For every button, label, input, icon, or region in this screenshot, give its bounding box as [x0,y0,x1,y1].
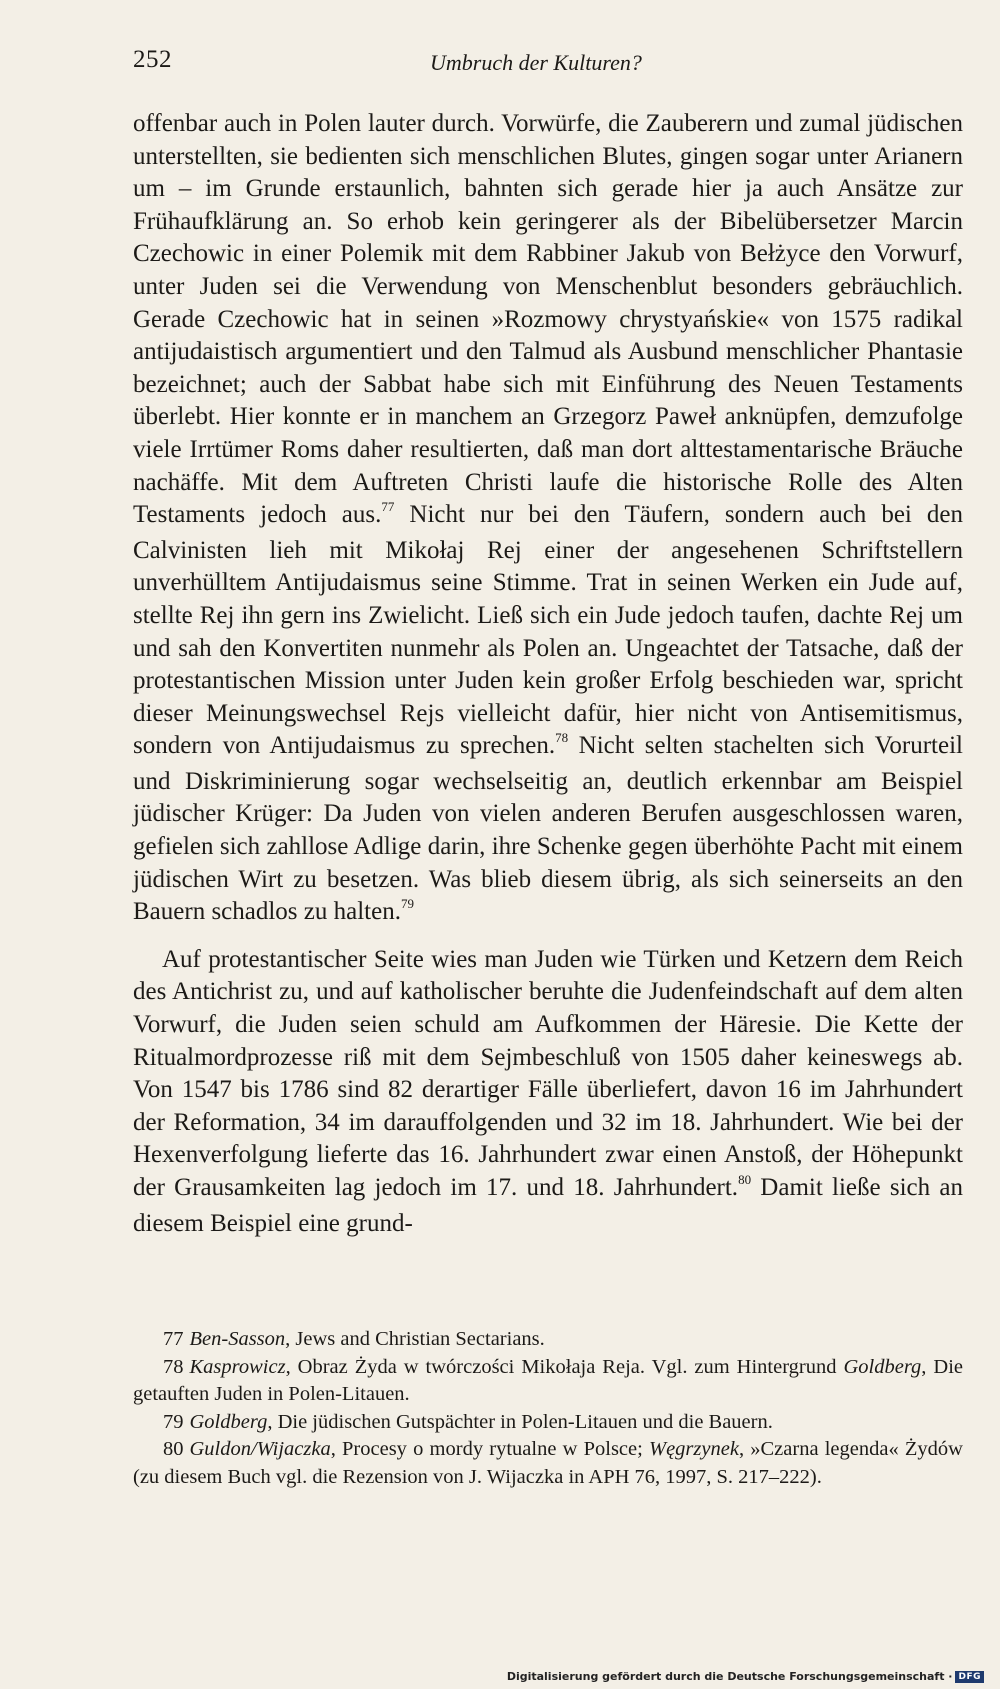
footnote [133,1409,963,1437]
footnotes [133,1326,963,1491]
footnote-number: 80 [163,1438,184,1460]
running-title: Umbruch der Kulturen? [430,50,642,75]
credit-text: Digitalisierung gefördert durch die Deutsche Forschungsgemeinschaft · [506,1670,953,1683]
footnote [133,1354,963,1409]
footnote-author: Goldberg [843,1355,922,1378]
digitization-credit [507,1670,984,1683]
footnote-number: 77 [163,1328,184,1350]
footnote-text: , Die jüdischen Gutspächter in Polen-Litauen und die Bauern. [267,1410,773,1433]
footnote-author: Kasprowicz [189,1355,286,1378]
footnote-ref: 80 [738,1172,752,1187]
footnote-author: Goldberg [189,1410,268,1433]
page-number: 252 [133,46,172,73]
footnote [133,1436,963,1491]
footnote-text: , Die getauften Juden in Polen-Litauen. [133,1355,963,1405]
page-header [133,46,963,82]
paragraph-text: Auf protestantischer Seite wies man Juden wie Türken und Ketzern dem Reich des Antichrist zu, und auf katholischer beruhte die Judenfeindschaft auf dem alten Vorwurf, die Juden seien schuld am Aufkommen der Häresie. Die Kette der Ritualmordprozesse riß mit dem Sejmbeschluß von 1505 daher keineswegs ab. Von 1547 bis 1786 sind 82 derartiger Fälle überliefert, davon 16 im Jahrhundert der Reformation, 34 im darauffolgenden und 32 im 18. Jahrhundert. Wie bei der Hexenverfolgung lieferte das 16. Jahrhundert zwar einen Anstoß, der Höhepunkt der Grausamkeiten lag jedoch im 17. und 18. Jahrhundert. [133,945,963,1201]
footnote-text: , Obraz Żyda w twórczości Mikołaja Reja. Vgl. zum Hintergrund [285,1355,844,1378]
footnote-number: 78 [163,1355,184,1378]
footnote-ref: 78 [555,730,569,746]
footnote-ref: 77 [381,499,395,515]
paragraph-2 [133,944,963,1240]
footnote [133,1326,963,1354]
footnote-number: 79 [163,1410,184,1433]
footnote-author: Guldon/Wijaczka [189,1438,331,1460]
paragraph-1 [133,108,963,932]
footnote-author: Węgrzynek [649,1438,739,1460]
body-text [133,108,963,1240]
dfg-logo: DFG [955,1671,984,1683]
footnote-author: Ben-Sasson [189,1328,286,1350]
paragraph-text: offenbar auch in Polen lauter durch. Vorwürfe, die Zauberern und zumal jüdischen unterstellten, sie bedienten sich menschlichen Blutes, gingen sogar unter Arianern um – im Grunde erstaunlich, bahnten sich gerade hier ja auch Ansätze zur Frühaufklärung an. So erhob kein geringerer als der Bibelübersetzer Marcin Czechowic in einer Polemik mit dem Rabbiner Jakub von Bełżyce den Vorwurf, unter Juden sei die Verwendung von Menschenblut besonders gebräuchlich. Gerade Czechowic hat in seinen »Rozmowy chrystyańskie« von 1575 radikal antijudaistisch argumentiert und den Talmud als Ausbund menschlicher Phantasie bezeichnet; auch der Sabbat habe sich mit Einführung des Neuen Testaments überlebt. Hier konnte er in manchem an Grzegorz Paweł anknüpfen, demzufolge viele Irrtümer Roms daher resultierten, daß man dort alttestamentarische Bräuche nachäffe. Mit dem Auftreten Christi laufe die historische Rolle des Alten Testaments jedoch aus. [133,110,963,529]
paragraph-text: Nicht nur bei den Täufern, sondern auch bei den Calvinisten lieh mit Mikołaj Rej einer der angesehenen Schriftstellern unverhülltem Antijudaismus seine Stimme. Trat in seinen Werken ein Jude auf, stellte Rej ihn gern ins Zwielicht. Ließ sich ein Jude jedoch taufen, dachte Rej um und sah den Konvertiten nunmehr als Polen an. Ungeachtet der Tatsache, daß der protestantischen Mission unter Juden kein großer Erfolg beschieden war, spricht dieser Meinungswechsel Rejs vielleicht dafür, hier nicht von Antisemitismus, sondern von Antijudaismus zu sprechen. [133,501,963,760]
footnote-text: , Procesy o mordy rytualne w Polsce; [330,1438,649,1460]
footnote-text: , »Czarna legenda« Żydów (zu diesem Buch vgl. die Rezension von J. Wijaczka in APH 76, 1997, S. 217–222). [133,1438,963,1488]
paragraph-text: Damit ließe sich an diesem Beispiel eine grund- [133,1174,963,1237]
paragraph-text: Nicht selten stachelten sich Vorurteil und Diskriminierung sogar wechselseitig an, deutlich erkennbar am Beispiel jüdischer Krüger: Da Juden von vielen anderen Berufen ausgeschlossen waren, gefielen sich zahllose Adlige darin, ihre Schenke gegen überhöhte Pacht mit einem jüdischen Wirt zu besetzen. Was blieb diesem übrig, als sich seinerseits an den Bauern schadlos zu halten. [133,732,963,926]
footnote-text: , Jews and Christian Sectarians. [285,1328,545,1350]
footnote-ref: 79 [400,896,414,912]
